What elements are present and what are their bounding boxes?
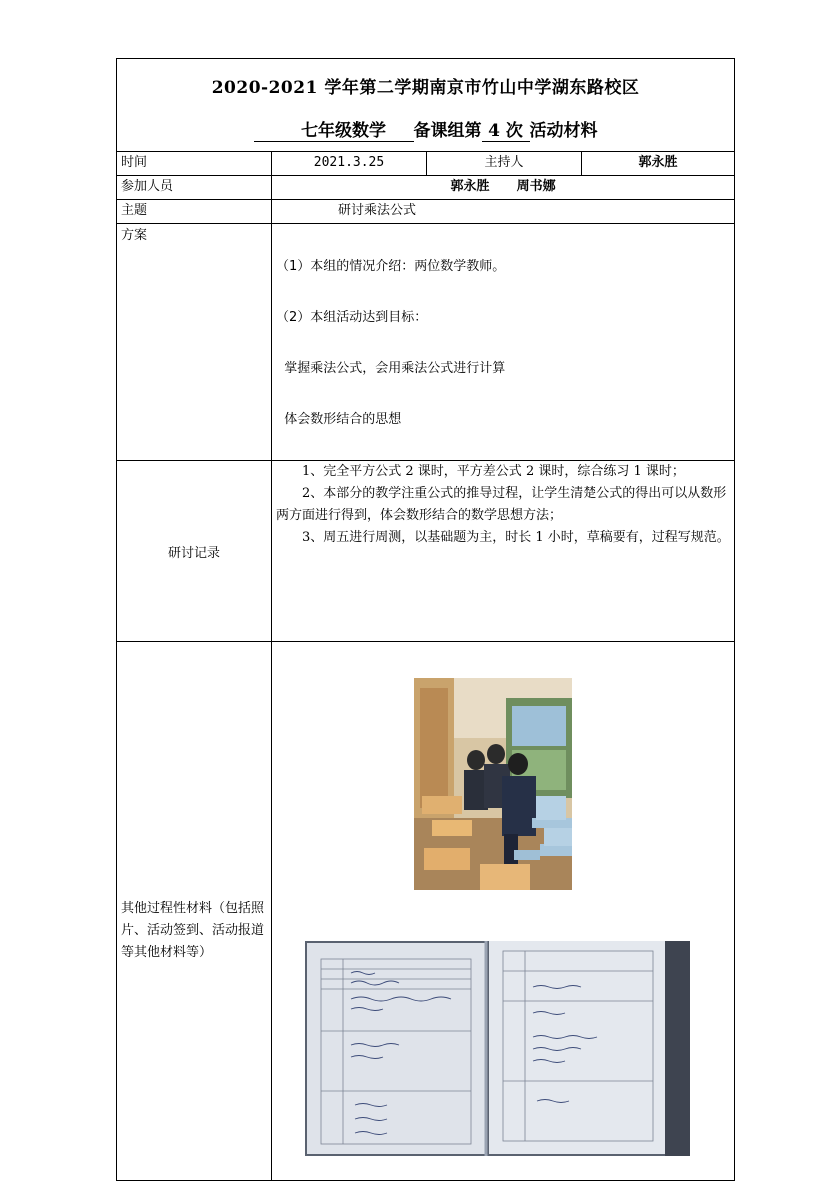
time-value: 2021.3.25 bbox=[272, 152, 427, 176]
title-cell bbox=[117, 59, 735, 152]
other-materials-label: 其他过程性材料（包括照片、活动签到、活动报道等其他材料等） bbox=[117, 642, 272, 1181]
record-line: 3、周五进行周测，以基础题为主，时长 1 小时，草稿要有，过程写规范。 bbox=[302, 530, 730, 545]
plan-line: 体会数形结合的思想 bbox=[276, 412, 402, 427]
title-suffix: 活动材料 bbox=[529, 121, 598, 141]
meeting-photo bbox=[414, 678, 572, 890]
photo-cell bbox=[272, 642, 735, 1181]
participants-label: 参加人员 bbox=[117, 176, 272, 200]
participants-value: 郭永胜 周书娜 bbox=[272, 176, 735, 200]
topic-label: 主题 bbox=[117, 200, 272, 224]
activity-title bbox=[121, 116, 730, 142]
record-label: 研讨记录 bbox=[117, 461, 272, 642]
record-line: 1、完全平方公式 2 课时，平方差公式 2 课时，综合练习 1 课时； bbox=[302, 464, 685, 479]
topic-value: 研讨乘法公式 bbox=[272, 200, 735, 224]
sign-in-sheet-photo bbox=[305, 941, 690, 1156]
host-value: 郭永胜 bbox=[582, 152, 735, 176]
school-title: 2020-2021 学年第二学期南京市竹山中学湖东路校区 bbox=[211, 78, 640, 98]
plan-line: （2）本组活动达到目标： bbox=[276, 310, 428, 325]
title-prefix: 备课组第 bbox=[413, 121, 482, 141]
plan-line: 掌握乘法公式，会用乘法公式进行计算 bbox=[276, 361, 506, 376]
time-label: 时间 bbox=[117, 152, 272, 176]
plan-line: （1）本组的情况介绍：两位数学教师。 bbox=[276, 259, 506, 274]
activity-number: 4 次 bbox=[482, 122, 530, 142]
plan-label: 方案 bbox=[117, 224, 272, 461]
activity-record-table bbox=[116, 58, 735, 1181]
subject-group: 七年级数学 bbox=[254, 122, 414, 142]
record-line: 2、本部分的教学注重公式的推导过程，让学生清楚公式的得出可以从数形两方面进行得到，体会数形结合的数学思想方法； bbox=[276, 486, 727, 523]
record-content bbox=[272, 461, 735, 642]
host-label: 主持人 bbox=[427, 152, 582, 176]
plan-content bbox=[272, 224, 735, 461]
